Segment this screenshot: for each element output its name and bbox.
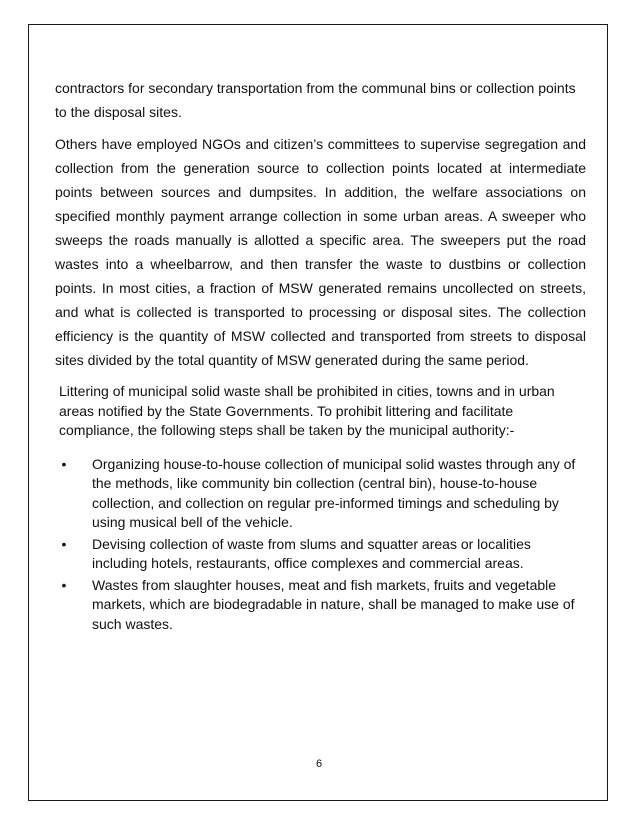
paragraph-contractors: contractors for secondary transportation from the communal bins or collection points to the disposal sites. (55, 80, 576, 120)
list-item (55, 576, 586, 635)
list-item-text: Devising collection of waste from slums and squatter areas or localities including hotels, restaurants, office complexes and commercial areas. (92, 535, 531, 571)
document-body (55, 76, 586, 636)
bullet-icon: • (61, 576, 67, 593)
list-item (55, 455, 586, 533)
list-item (55, 535, 586, 574)
bullet-icon: • (61, 455, 67, 472)
page-number: 6 (315, 758, 323, 770)
paragraph-ngos: Others have employed NGOs and citizen’s committees to supervise segregation and collection from the generation source to collection points located at intermediate points between sources and dumpsites. In addition, the welfare associations on specified monthly payment arrange collection in some urban areas. A sweeper who sweeps the roads manually is allotted a specific area. The sweepers put the road wastes into a wheelbarrow, and then transfer the waste to dustbins or collection points. In most cities, a fraction of MSW generated remains uncollected on streets, and what is collected is transported to processing or disposal sites. The collection efficiency is the quantity of MSW collected and transported from streets to disposal sites divided by the total quantity of MSW generated during the same period. (55, 136, 586, 368)
list-item-text: Wastes from slaughter houses, meat and fish markets, fruits and vegetable markets, which are biodegradable in nature, shall be managed to make use of such wastes. (92, 576, 575, 632)
paragraph-littering: Littering of municipal solid waste shall be prohibited in cities, towns and in urban areas notified by the State Governments. To prohibit littering and facilitate compliance, the following steps shall be taken by the municipal authority:- (59, 383, 555, 438)
list-item-text: Organizing house-to-house collection of municipal solid wastes through any of the methods, like community bin collection (central bin), house-to-house collection, and collection on regular pre-informed timings and scheduling by using musical bell of the vehicle. (92, 455, 576, 530)
bullet-icon: • (61, 535, 67, 552)
steps-list (55, 455, 586, 635)
